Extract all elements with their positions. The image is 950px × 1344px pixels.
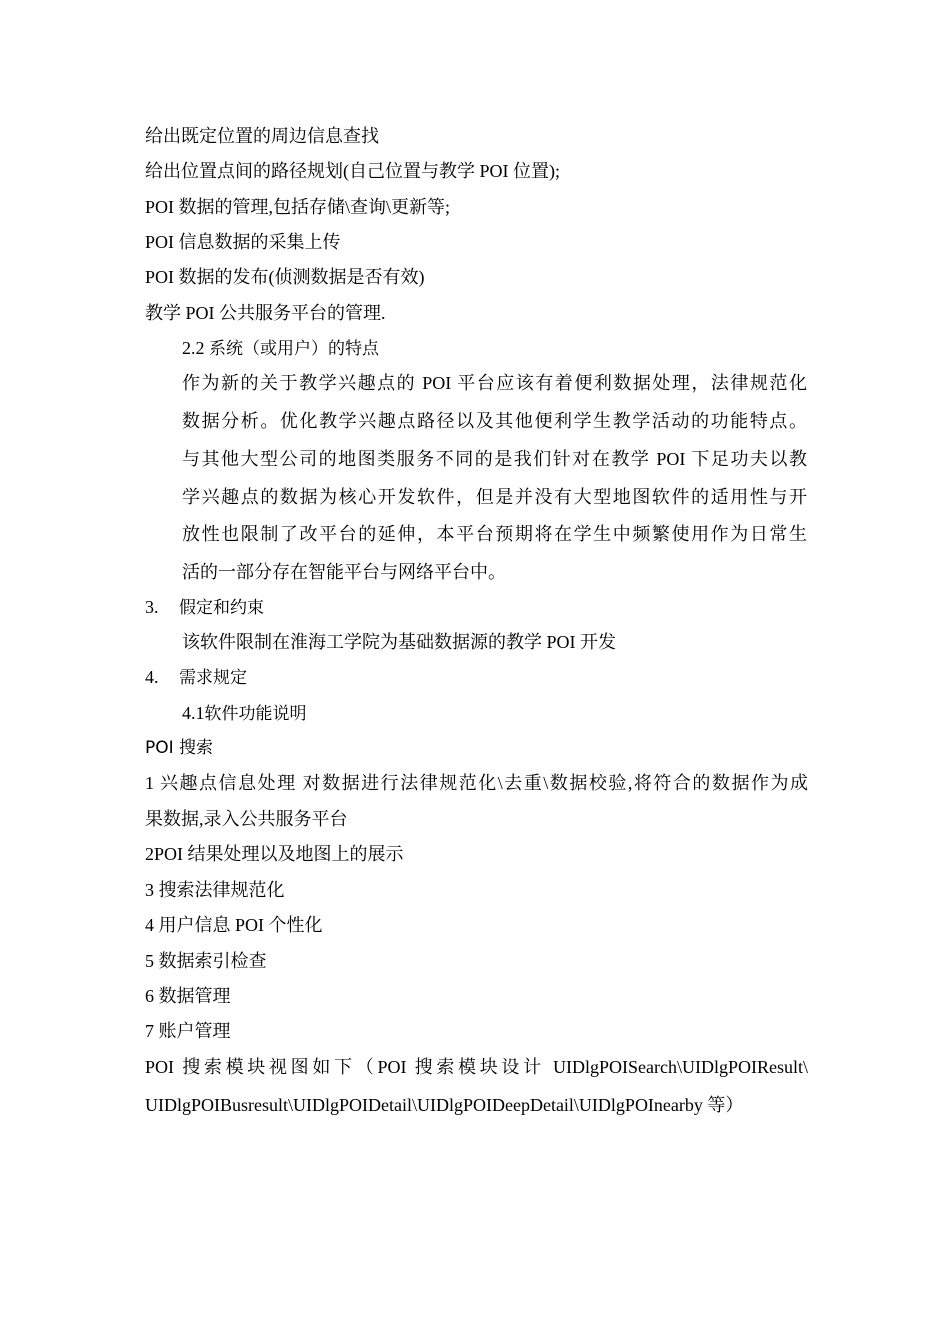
feature-item-1-line: 果数据,录入公共服务平台 — [145, 809, 348, 829]
section-3-title: 假定和约束 — [179, 598, 264, 618]
feature-item-6: 6 数据管理 — [145, 986, 231, 1006]
section-4-1-number: 4.1 — [182, 703, 205, 723]
section-3-number: 3. — [145, 597, 159, 617]
section-2-2-paragraph-line: 放性也限制了改平台的延伸，本平台预期将在学生中频繁使用作为日常生 — [182, 524, 807, 544]
section-4-1-heading — [182, 701, 307, 726]
section-2-2-paragraph-line: 数据分析。优化教学兴趣点路径以及其他便利学生教学活动的功能特点。 — [182, 411, 807, 431]
intro-item-platform-management: 教学 POI 公共服务平台的管理. — [145, 303, 386, 323]
section-2-2-paragraph-line: 学兴趣点的数据为核心开发软件，但是并没有大型地图软件的适用性与开 — [182, 487, 807, 507]
module-view-line: UIDlgPOIBusresult\UIDlgPOIDetail\UIDlgPOIDeepDetail\UIDlgPOInearby 等） — [145, 1095, 744, 1115]
section-2-2-paragraph-line: 活的一部分存在智能平台与网络平台中。 — [182, 562, 506, 582]
section-2-2-heading — [182, 336, 379, 361]
feature-item-2: 2POI 结果处理以及地图上的展示 — [145, 844, 404, 864]
feature-item-5: 5 数据索引检查 — [145, 951, 267, 971]
intro-item-route-planning: 给出位置点间的路径规划(自己位置与教学 POI 位置); — [145, 161, 560, 181]
section-4-number: 4. — [145, 667, 159, 687]
intro-item-nearby-search: 给出既定位置的周边信息查找 — [145, 126, 379, 146]
module-view-line: POI 搜索模块视图如下（POI 搜索模块设计 UIDlgPOISearch\UIDlgPOIResult\ — [145, 1057, 808, 1077]
section-4-heading — [145, 665, 247, 690]
section-3-heading — [145, 595, 264, 620]
poi-search-heading: POI 搜索 — [145, 738, 214, 758]
feature-item-4: 4 用户信息 POI 个性化 — [145, 915, 323, 935]
section-2-2-paragraph-line: 作为新的关于教学兴趣点的 POI 平台应该有着便利数据处理，法律规范化 — [182, 373, 807, 393]
section-2-2-title: 系统（或用户）的特点 — [209, 339, 379, 359]
section-4-title: 需求规定 — [179, 668, 247, 688]
section-2-2-paragraph-line: 与其他大型公司的地图类服务不同的是我们针对在教学 POI 下足功夫以教 — [182, 449, 807, 469]
intro-item-data-publishing: POI 数据的发布(侦测数据是否有效) — [145, 267, 425, 287]
intro-item-data-management: POI 数据的管理,包括存储\查询\更新等; — [145, 197, 451, 217]
feature-item-3: 3 搜索法律规范化 — [145, 880, 285, 900]
section-3-text: 该软件限制在淮海工学院为基础数据源的教学 POI 开发 — [182, 632, 617, 652]
feature-item-1-line: 1 兴趣点信息处理 对数据进行法律规范化\去重\数据校验,将符合的数据作为成 — [145, 773, 808, 793]
feature-item-7: 7 账户管理 — [145, 1021, 231, 1041]
intro-item-data-collection: POI 信息数据的采集上传 — [145, 232, 341, 252]
section-2-2-number: 2.2 — [182, 338, 205, 358]
section-4-1-title: 软件功能说明 — [204, 704, 307, 724]
